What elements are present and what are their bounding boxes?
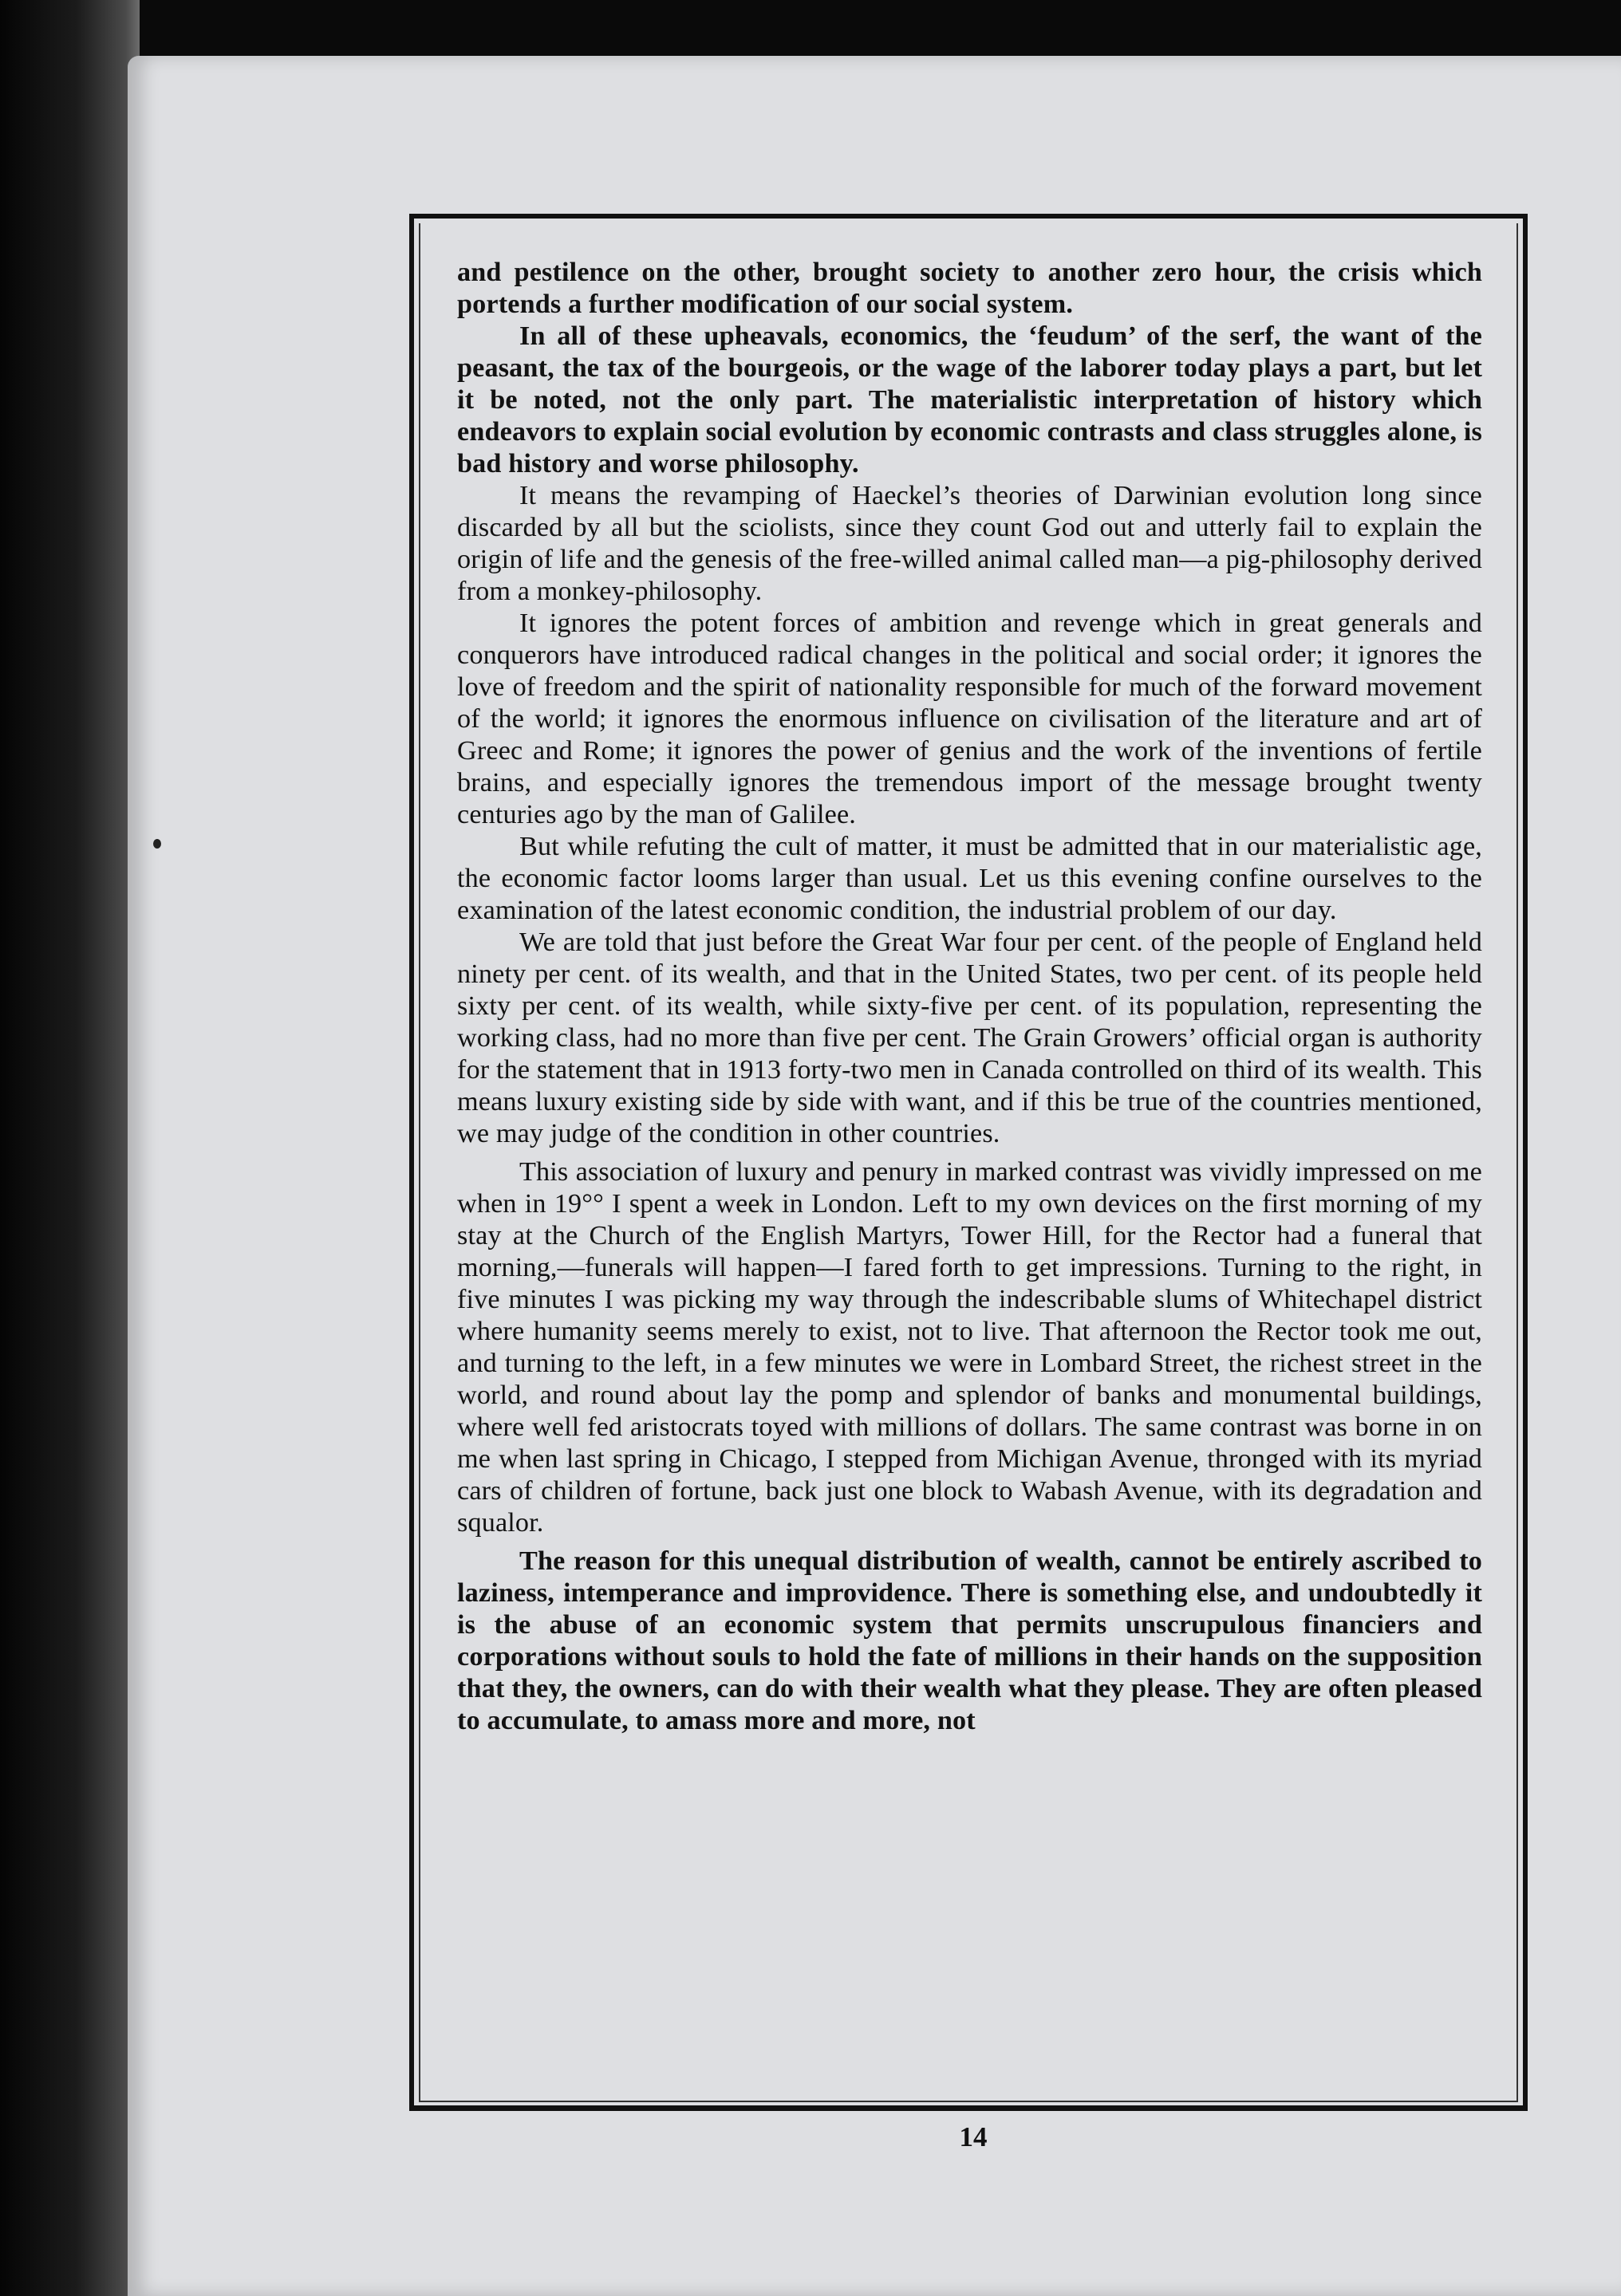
page-number: 14 (959, 2121, 988, 2152)
paragraph: In all of these upheavals, economics, the ‘feudum’ of the serf, the want of the peasant, the tax of the bourgeois, or the wage of the laborer today plays a part, but let it be noted, not the only part. The materialistic interpretation of history which endeavors to explain social evolution by economic contrasts and class struggles alone, is bad history and worse philosophy. (457, 321, 1482, 478)
margin-dot (153, 839, 161, 849)
paragraph: This association of luxury and penury in marked contrast was vividly impressed on me when in 19°° I spent a week in London. Left to my own devices on the first morning of my stay at the Church of the English Martyrs, Tower Hill, for the Rector had a funeral that morning,—funerals will happen—I fared forth to get impressions. Turning to the right, in five minutes I was picking my way through the indescribable slums of Whitechapel district where humanity seems merely to exist, not to live. That afternoon the Rector took me out, and turning to the left, in a few minutes we were in Lombard Street, the richest street in the world, and round about lay the pomp and splendor of banks and monumental buildings, where well fed aristocrats toyed with millions of dollars. The same contrast was borne in on me when last spring in Chicago, I stepped from Michigan Avenue, thronged with its myriad cars of children of fortune, back just one block to Wabash Avenue, with its degradation and squalor. (457, 1157, 1482, 1538)
paragraph: We are told that just before the Great War four per cent. of the people of England held ninety per cent. of its wealth, and that in the United States, two per cent. of its people held sixty per cent. of its wealth, while sixty-five per cent. of its population, representing the working class, had no more than five per cent. The Grain Growers’ official organ is authority for the statement that in 1913 forty-two men in Canada controlled on third of its wealth. This means luxury existing side by side with want, and if this be true of the countries mentioned, we may judge of the condition in other countries. (457, 927, 1482, 1148)
paragraph: But while refuting the cult of matter, it must be admitted that in our materialistic age, the economic factor looms larger than usual. Let us this evening confine ourselves to the examination of the latest economic condition, the industrial problem of our day. (457, 832, 1482, 925)
body-text (457, 257, 1482, 1737)
paragraph: It means the revamping of Haeckel’s theories of Darwinian evolution long since discarded by all but the sciolists, since they count God out and utterly fail to explain the origin of life and the genesis of the free-willed animal called man—a pig-philosophy derived from a monkey-philosophy. (457, 481, 1482, 606)
paragraph: It ignores the potent forces of ambition and revenge which in great generals and conquerors have introduced radical changes in the political and social order; it ignores the love of freedom and the spirit of nationality responsible for much of the forward movement of the world; it ignores the enormous influence on civilisation of the literature and art of Greec and Rome; it ignores the power of genius and the work of the inventions of fertile brains, and especially ignores the tremendous import of the message brought twenty centuries ago by the man of Galilee. (457, 608, 1482, 829)
scan-edge (0, 0, 140, 2296)
paragraph: The reason for this unequal distribution of wealth, cannot be entirely ascribed to laziness, intemperance and improvidence. There is something else, and undoubtedly it is the abuse of an economic system that permits unscrupulous financiers and corporations without souls to hold the fate of millions in their hands on the supposition that they, the owners, can do with their wealth what they please. They are often pleased to accumulate, to amass more and more, not (457, 1546, 1482, 1735)
paragraph: and pestilence on the other, brought society to another zero hour, the crisis which portends a further modification of our social system. (457, 258, 1482, 319)
